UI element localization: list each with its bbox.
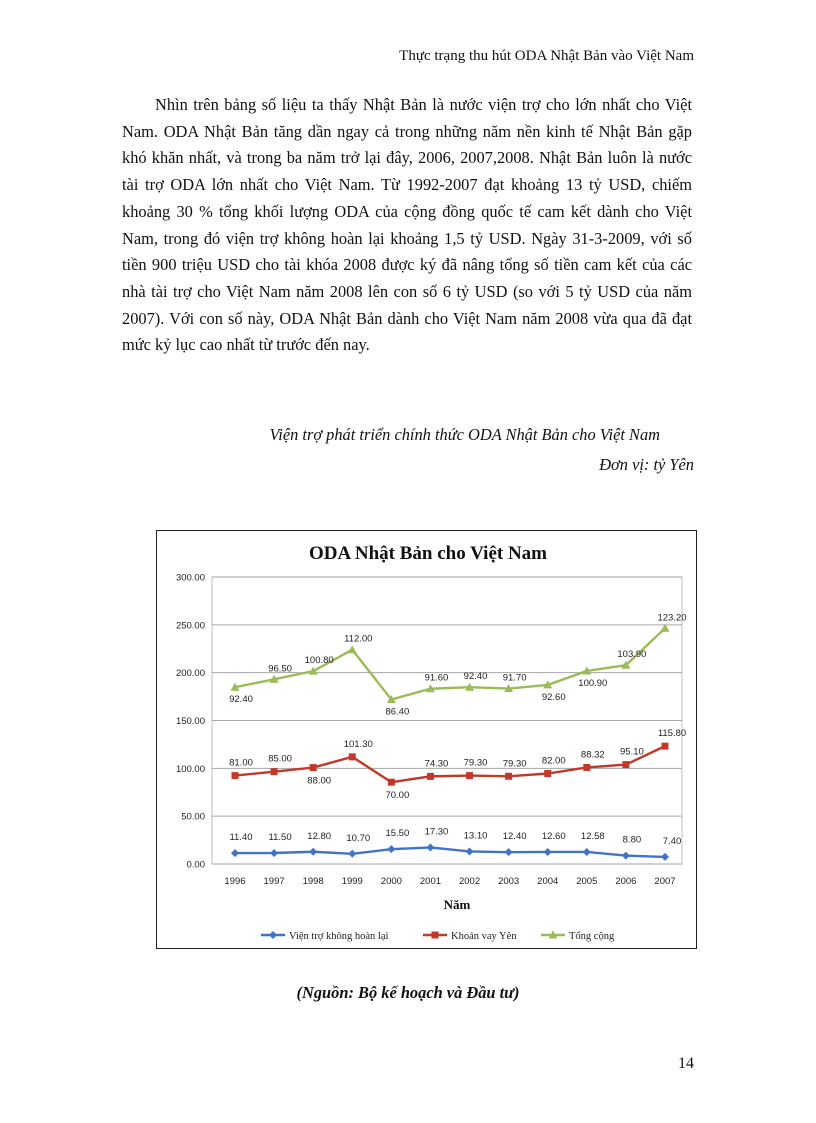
x-tick-label: 2003 (498, 876, 520, 887)
y-tick-label: 0.00 (186, 859, 205, 871)
data-point (348, 645, 357, 653)
data-point (466, 847, 474, 855)
data-point (505, 773, 512, 780)
data-point (388, 779, 395, 786)
data-label: 7.40 (662, 835, 682, 847)
data-label: 17.30 (424, 826, 449, 838)
x-tick-label: 1997 (263, 876, 285, 887)
data-label: 86.40 (385, 706, 410, 718)
data-point (271, 768, 278, 775)
data-point (661, 853, 669, 861)
data-label: 92.40 (463, 671, 488, 683)
y-tick-label: 200.00 (175, 668, 205, 680)
data-label: 103.90 (617, 649, 647, 661)
data-point (231, 849, 239, 857)
data-point (349, 753, 356, 760)
data-point (622, 761, 629, 768)
data-label: 11.40 (229, 832, 253, 844)
data-label: 13.10 (463, 830, 488, 842)
data-point (544, 848, 552, 856)
x-axis-label: Năm (443, 897, 471, 912)
legend-marker (432, 932, 439, 939)
data-label: 96.50 (268, 663, 292, 675)
data-point (387, 845, 395, 853)
data-point (270, 849, 278, 857)
data-label: 8.80 (622, 834, 642, 846)
y-tick-label: 250.00 (175, 620, 205, 632)
data-point (232, 772, 239, 779)
data-label: 91.60 (424, 672, 449, 684)
data-label: 92.40 (229, 694, 253, 706)
data-label: 12.60 (541, 830, 566, 842)
x-tick-label: 1999 (341, 876, 363, 887)
legend-entry: Viện trợ không hoàn lại (289, 931, 389, 942)
running-header: Thực trạng thu hút ODA Nhật Bản vào Việt Nam (399, 48, 694, 64)
data-point (622, 852, 630, 860)
data-label: 70.00 (385, 790, 410, 802)
x-tick-label: 2001 (419, 876, 442, 887)
data-label: 79.30 (463, 757, 488, 769)
data-point (505, 848, 513, 856)
chart-title: ODA Nhật Bản cho Việt Nam (308, 543, 548, 564)
data-label: 92.60 (541, 691, 566, 703)
data-point (426, 843, 434, 851)
data-label: 101.30 (343, 738, 373, 750)
data-label: 100.80 (304, 655, 334, 667)
data-point (662, 743, 669, 750)
data-label: 12.80 (307, 830, 332, 842)
x-tick-label: 2007 (654, 876, 676, 887)
figure-unit: Đơn vị: tỷ Yên (599, 455, 694, 474)
data-label: 11.50 (268, 831, 292, 843)
data-label: 123.20 (657, 612, 687, 624)
data-point (427, 773, 434, 780)
figure-caption: Viện trợ phát triển chính thức ODA Nhật Bản cho Việt Nam (269, 425, 660, 444)
body-paragraph: Nhìn trên bảng số liệu ta thấy Nhật Bản là nước viện trợ cho lớn nhất cho Việt Nam. ODA Nhật Bản tăng dần ngay cả trong những năm nền kinh tế Nhật Bản gặp khó khăn nhất, và trong ba năm trở lại đây, 2006, 2007,2008. Nhật Bản luôn là nước tài trợ ODA lớn nhất cho Việt Nam. Từ 1992-2007 đạt khoảng 13 tỷ USD, chiếm khoảng 30 % tổng khối lượng ODA của cộng đồng quốc tế cam kết dành cho Việt Nam, trong đó viện trợ không hoàn lại khoảng 1,5 tỷ USD. Ngày 31-3-2009, với số tiền 900 triệu USD cho tài khóa 2008 được ký đã nâng tổng số tiền cam kết của các nhà tài trợ cho Việt Nam năm 2008 lên con số 6 tỷ USD (so với 5 tỷ USD của năm 2007). Với con số này, ODA Nhật Bản dành cho Việt Nam năm 2008 vừa qua đã đạt mức kỷ lục cao nhất từ trước đến nay. (122, 95, 692, 355)
data-label: 85.00 (268, 753, 292, 765)
legend-marker (269, 931, 277, 939)
data-label: 15.50 (385, 828, 410, 840)
x-tick-label: 1998 (302, 876, 324, 887)
y-tick-label: 50.00 (181, 811, 205, 823)
data-label: 12.40 (502, 831, 527, 843)
page-number: 14 (678, 1055, 694, 1072)
x-tick-label: 2002 (458, 876, 481, 887)
series-line (235, 847, 665, 856)
x-tick-label: 1996 (224, 876, 246, 887)
y-tick-label: 150.00 (175, 716, 205, 727)
x-tick-label: 2000 (380, 876, 402, 887)
data-label: 79.30 (502, 758, 527, 770)
data-label: 115.80 (657, 728, 687, 740)
data-label: 88.00 (307, 775, 332, 787)
data-point (309, 848, 317, 856)
data-point (583, 764, 590, 771)
data-label: 100.90 (578, 677, 608, 689)
data-label: 10.70 (346, 832, 371, 844)
data-point (310, 764, 317, 771)
data-label: 74.30 (424, 758, 449, 770)
data-point (348, 850, 356, 858)
data-label: 95.10 (620, 746, 644, 758)
x-tick-label: 2005 (576, 876, 598, 887)
data-label: 81.00 (229, 757, 253, 769)
x-tick-label: 2004 (537, 876, 559, 887)
figure-source: (Nguồn: Bộ kế hoạch và Đầu tư) (296, 983, 520, 1002)
oda-line-chart (157, 531, 698, 950)
x-tick-label: 2006 (615, 876, 637, 887)
data-point (544, 770, 551, 777)
chart-frame (156, 530, 697, 949)
data-label: 82.00 (541, 755, 566, 767)
legend-entry: Tổng cộng (569, 931, 615, 942)
y-tick-label: 300.00 (175, 572, 205, 584)
data-label: 88.32 (580, 749, 605, 761)
data-point (583, 848, 591, 856)
data-label: 12.58 (580, 830, 605, 842)
y-tick-label: 100.00 (175, 763, 205, 775)
data-label: 91.70 (502, 672, 527, 684)
data-point (466, 772, 473, 779)
data-label: 112.00 (344, 633, 373, 645)
legend-entry: Khoản vay Yên (451, 931, 517, 942)
